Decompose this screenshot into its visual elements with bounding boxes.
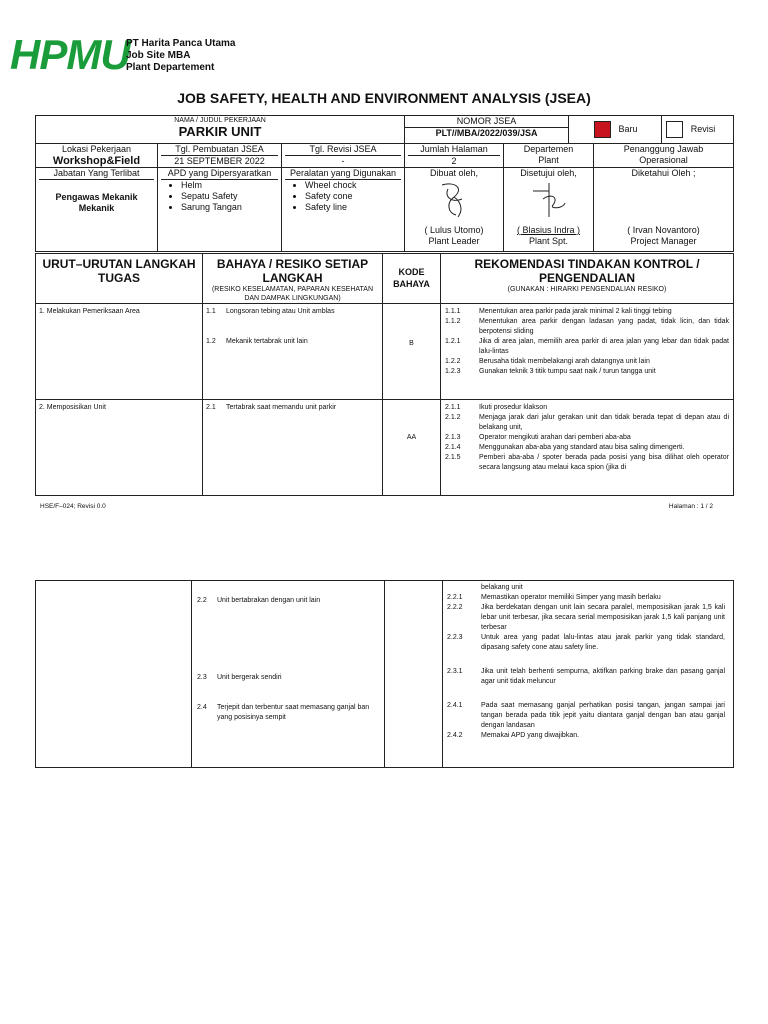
department-cell [504, 144, 594, 168]
hazard-code-cont [385, 581, 443, 768]
table-row [36, 304, 734, 400]
table-row [36, 581, 734, 768]
revision-date-cell [282, 144, 405, 168]
control-num: 1.1.2 [445, 318, 461, 325]
hazard-code-1: B [383, 304, 441, 400]
prepared-by-role: Plant Leader [428, 236, 480, 246]
responsible-label: Penanggung Jawab [623, 144, 704, 154]
document-title: JOB SAFETY, HEALTH AND ENVIRONMENT ANALYSIS (JSEA) [177, 90, 591, 106]
col-control-header [441, 254, 734, 304]
revisi-checkbox[interactable] [666, 121, 683, 138]
signature-lulus [408, 179, 500, 213]
ppe-item: • Sarung Tangan [181, 202, 278, 213]
role-2: Mekanik [78, 203, 115, 213]
col-hazard-title: BAHAYA / RESIKO SETIAP LANGKAH [216, 257, 369, 285]
step-cont [36, 581, 192, 768]
ppe-cell [158, 168, 282, 252]
control-text: Menjaga jarak dari jalur gerakan unit dan tidak berada tepat di depan atau di belakang unit, [479, 414, 729, 431]
roles-label: Jabatan Yang Terlibat [39, 168, 154, 180]
hazards-2 [203, 400, 383, 496]
location-cell [36, 144, 158, 168]
control-num: 2.2.3 [447, 634, 463, 641]
control-text: Pemberi aba-aba / spoter berada pada posisi yang bisa dilihat oleh operator secara langsung atau melaui kaca spion (jika di [479, 454, 729, 471]
jsea-number-label: NOMOR JSEA [405, 116, 568, 128]
control-text: Menentukan area parkir dengan ladasan yang padat, tidak licin, dan tidak berpotensi sliding [479, 318, 729, 335]
control-num: 2.1.5 [445, 454, 461, 461]
page-count-value: 2 [451, 156, 457, 166]
control-num: 2.1.2 [445, 414, 461, 421]
department-label: Departemen [523, 144, 574, 154]
jsea-number-cell [405, 116, 569, 144]
company-name: PT Harita Panca Utama [126, 38, 236, 49]
controls-cont [443, 581, 734, 768]
equipment-label: Peralatan yang Digunakan [285, 168, 401, 180]
control-num: 2.3.1 [447, 668, 463, 675]
hazards-cont [192, 581, 385, 768]
jsea-steps-table [35, 253, 734, 496]
col-hazard-header [203, 254, 383, 304]
responsible-value: Operasional [639, 155, 688, 165]
roles-cell [36, 168, 158, 252]
hazard-text: Tertabrak saat memandu unit parkir [226, 404, 337, 411]
control-num: 2.1.3 [445, 434, 461, 441]
control-text: Menentukan area parkir pada jarak minimal 2 kali tinggi tebing [479, 308, 672, 315]
ppe-item: • Sepatu Safety [181, 191, 278, 202]
step-2: 2. Memposisikan Unit [36, 400, 203, 496]
acknowledged-by-label: Diketahui Oleh ; [631, 168, 696, 178]
hazard-num: 2.3 [197, 674, 207, 681]
job-title-cell [36, 116, 405, 144]
hazard-text: Mekanik tertabrak unit lain [226, 338, 308, 345]
control-text: Untuk area yang padat lalu-lintas atau jarak parkir yang tidak standard, dipasang safety cone atau safety line. [481, 634, 725, 651]
jsea-form-table [35, 115, 734, 252]
hazard-text: Longsoran tebing atau Unit amblas [226, 308, 335, 315]
col-steps-header: URUT–URUTAN LANGKAH TUGAS [36, 254, 203, 304]
hazard-num: 2.1 [206, 404, 216, 411]
control-num: 2.4.1 [447, 702, 463, 709]
form-code: HSE/F–024; Revisi 0.0 [40, 503, 106, 510]
col-control-subtitle: (GUNAKAN : HIRARKI PENGENDALIAN RESIKO) [507, 286, 667, 293]
company-info [126, 38, 236, 74]
acknowledged-by-name: ( Irvan Novantoro) [627, 225, 700, 235]
signature-blasius [507, 179, 590, 213]
col-code-header: KODE BAHAYA [383, 254, 441, 304]
location-value: Workshop&Field [52, 155, 141, 167]
control-text: Berusaha tidak membelakangi arah datangnya unit lain [479, 358, 650, 365]
revision-date-label: Tgl. Revisi JSEA [285, 144, 401, 156]
prepared-by-name: ( Lulus Utomo) [424, 225, 484, 235]
control-continuation: belakang unit [481, 584, 523, 591]
control-num: 1.2.2 [445, 358, 461, 365]
control-num: 2.1.4 [445, 444, 461, 451]
control-text: Gunakan teknik 3 titik tumpu saat naik / turun tangga unit [479, 368, 656, 375]
acknowledged-by-cell [594, 168, 734, 252]
hazard-text: Terjepit dan terbentur saat memasang ganjal ban yang posisinya sempit [217, 704, 370, 721]
prepared-by-label: Dibuat oleh, [429, 168, 479, 178]
control-num: 2.4.2 [447, 732, 463, 739]
baru-checkbox[interactable] [594, 121, 611, 138]
hazard-num: 2.2 [197, 597, 207, 604]
role-1: Pengawas Mekanik [55, 192, 138, 202]
control-num: 2.2.1 [447, 594, 463, 601]
baru-label: Baru [618, 124, 638, 134]
hazard-code-2: AA [383, 400, 441, 496]
jsea-number-value: PLT//MBA/2022/039/JSA [435, 128, 538, 138]
controls-2 [441, 400, 734, 496]
department-value: Plant [538, 155, 559, 165]
status-cell [594, 116, 734, 144]
controls-1 [441, 304, 734, 400]
job-site: Job Site MBA [126, 50, 191, 61]
equipment-item: • Safety line [305, 202, 401, 213]
prepared-by-cell [405, 168, 504, 252]
control-num: 1.1.1 [445, 308, 461, 315]
control-num: 1.2.1 [445, 338, 461, 345]
control-text: Memakai APD yang diwajibkan. [481, 732, 580, 739]
approved-by-name: ( Blasius Indra ) [517, 225, 581, 235]
location-label: Lokasi Pekerjaan [61, 144, 132, 154]
revision-date-value: - [341, 156, 345, 166]
job-title-label: NAMA / JUDUL PEKERJAAN [174, 117, 266, 124]
control-text: Memastikan operator memiliki Simper yang masih berlaku [481, 594, 661, 601]
control-num: 1.2.3 [445, 368, 461, 375]
page-number: Halaman : 1 / 2 [668, 503, 713, 510]
equipment-item: • Safety cone [305, 191, 401, 202]
created-date-label: Tgl. Pembuatan JSEA [161, 144, 278, 156]
responsible-cell [594, 144, 734, 168]
control-text: Operator mengikuti arahan dari pemberi aba-aba [479, 434, 631, 441]
control-num: 2.1.1 [445, 404, 461, 411]
equipment-item: • Wheel chock [305, 180, 401, 191]
col-control-title: REKOMENDASI TINDAKAN KONTROL / PENGENDALIAN [474, 257, 700, 285]
ppe-label: APD yang Dipersyaratkan [161, 168, 278, 180]
ppe-item: • Helm [181, 180, 278, 191]
approved-by-label: Disetujui oleh, [520, 168, 577, 178]
control-text: Jika di area jalan, memilih area parkir di area jalan yang lebar dan tidak padat lalu-lintas [479, 338, 729, 355]
department: Plant Departement [126, 62, 215, 73]
jsea-steps-table-page2 [35, 580, 734, 768]
hazard-num: 2.4 [197, 704, 207, 711]
control-text: Ikuti prosedur klakson [479, 404, 548, 411]
control-text: Jika berdekatan dengan unit lain secara paralel, memposisikan jarak 1,5 kali lebar unit terbesar, jika secara serial memposisikan jarak 1,5 kali panjang unit terbesar [481, 604, 725, 631]
approved-by-cell [504, 168, 594, 252]
control-text: Menggunakan aba-aba yang standard atau bisa saling dimengerti. [479, 444, 685, 451]
control-text: Pada saat memasang ganjal perhatikan posisi tangan, jangan sampai jari tangan berada pada titik jepit yaitu diantara ganjal dengan ban atau ganjal dengan landasan [481, 702, 725, 729]
created-date-cell [158, 144, 282, 168]
table-row [36, 400, 734, 496]
control-num: 2.2.2 [447, 604, 463, 611]
created-date-value: 21 SEPTEMBER 2022 [174, 156, 265, 166]
hazard-num: 1.1 [206, 308, 216, 315]
col-hazard-subtitle: (RESIKO KESELAMATAN, PAPARAN KESEHATAN DAN DAMPAK LINGKUNGAN) [211, 286, 374, 302]
job-title-value: PARKIR UNIT [178, 124, 262, 139]
hazard-text: Unit bergerak sendiri [217, 674, 282, 681]
hpmu-logo: HPMU [10, 31, 130, 78]
hazard-num: 1.2 [206, 338, 216, 345]
acknowledged-by-role: Project Manager [630, 236, 697, 246]
approved-by-role: Plant Spt. [529, 236, 569, 246]
page-count-label: Jumlah Halaman [408, 144, 500, 156]
control-text: Jika unit telah berhenti sempurna, aktifkan parking brake dan pasang ganjal agar unit tidak meluncur [481, 668, 725, 685]
equipment-cell [282, 168, 405, 252]
revisi-label: Revisi [690, 124, 716, 134]
hazard-text: Unit bertabrakan dengan unit lain [217, 597, 321, 604]
hazards-1 [203, 304, 383, 400]
page-count-cell [405, 144, 504, 168]
step-1: 1. Melakukan Pemeriksaan Area [36, 304, 203, 400]
